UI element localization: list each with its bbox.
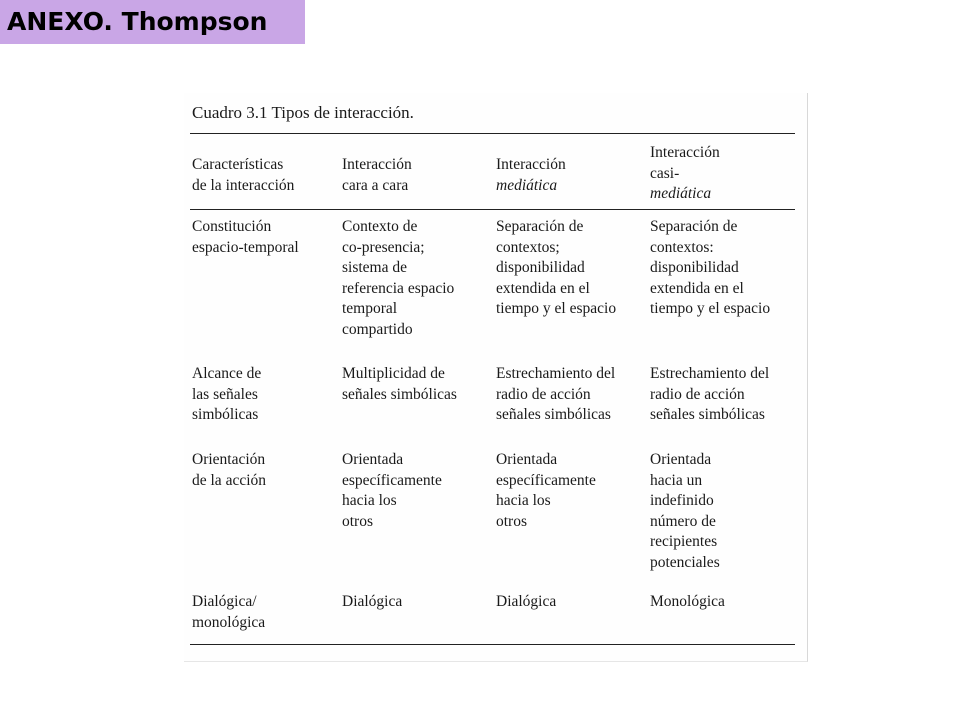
row-label-orientation bbox=[192, 450, 266, 491]
header-line: cara a cara bbox=[342, 176, 409, 194]
cell-line: Dialógica bbox=[342, 593, 403, 610]
cell-line: tiempo y el espacio bbox=[650, 300, 771, 317]
cell-line: contextos; bbox=[496, 238, 560, 256]
table-cell bbox=[342, 450, 442, 532]
cell-line: las señales bbox=[192, 385, 258, 403]
cell-line: Multiplicidad de bbox=[342, 365, 445, 382]
table-cell bbox=[342, 364, 457, 405]
table-cell bbox=[496, 364, 615, 426]
cell-line: disponibilidad bbox=[496, 259, 585, 276]
header-line: Características bbox=[192, 156, 284, 173]
cell-line: monológica bbox=[192, 613, 266, 631]
header-line: Interacción bbox=[496, 156, 566, 173]
slide-title: ANEXO. Thompson bbox=[0, 0, 305, 44]
cell-line: Contexto de bbox=[342, 218, 418, 235]
cell-line: indefinido bbox=[650, 492, 714, 509]
cell-line: contextos: bbox=[650, 238, 714, 256]
cell-line: extendida en el bbox=[496, 279, 590, 297]
cell-line: co-presencia; bbox=[342, 238, 425, 256]
cell-line: señales simbólicas bbox=[342, 385, 457, 403]
table-cell bbox=[650, 364, 769, 426]
cell-line: otros bbox=[496, 512, 527, 530]
cell-line: Alcance de bbox=[192, 365, 262, 382]
header-line: de la interacción bbox=[192, 176, 295, 194]
table-cell bbox=[342, 217, 454, 340]
row-label-dialogic bbox=[192, 592, 265, 633]
cell-line: Estrechamiento del bbox=[650, 365, 770, 382]
table-cell bbox=[496, 450, 596, 532]
cell-line: espacio-temporal bbox=[192, 238, 299, 256]
header-mediated bbox=[496, 155, 566, 196]
cell-line: Dialógica bbox=[496, 593, 557, 610]
header-rule bbox=[190, 209, 795, 210]
header-face-to-face bbox=[342, 155, 412, 196]
header-line: mediática bbox=[496, 176, 558, 194]
cell-line: Orientada bbox=[342, 451, 404, 468]
table-cell bbox=[342, 592, 402, 613]
cell-line: Monológica bbox=[650, 593, 725, 610]
cell-line: otros bbox=[342, 512, 373, 530]
cell-line: disponibilidad bbox=[650, 259, 739, 276]
cell-line: hacia los bbox=[496, 492, 551, 509]
header-characteristics bbox=[192, 155, 294, 196]
table-caption: Cuadro 3.1 Tipos de interacción. bbox=[192, 103, 414, 122]
cell-line: Separación de bbox=[496, 218, 584, 235]
header-line: Interacción bbox=[650, 144, 720, 161]
cell-line: específicamente bbox=[342, 471, 442, 489]
header-line: mediática bbox=[650, 185, 712, 202]
cell-line: referencia espacio bbox=[342, 279, 455, 297]
cell-line: señales simbólicas bbox=[496, 406, 611, 423]
row-label-constitution bbox=[192, 217, 299, 258]
header-line: Interacción bbox=[342, 156, 412, 173]
table-cell bbox=[650, 592, 725, 613]
cell-line: extendida en el bbox=[650, 279, 744, 297]
cell-line: de la acción bbox=[192, 471, 267, 489]
row-label-scope bbox=[192, 364, 261, 426]
cell-line: radio de acción bbox=[650, 385, 745, 403]
table-cell bbox=[650, 217, 770, 320]
cell-line: Orientada bbox=[650, 451, 712, 468]
cell-line: recipientes bbox=[650, 533, 718, 550]
cell-line: Separación de bbox=[650, 218, 738, 235]
bottom-rule bbox=[190, 644, 795, 645]
cell-line: temporal bbox=[342, 300, 398, 317]
cell-line: señales simbólicas bbox=[650, 406, 765, 423]
table-cell bbox=[650, 450, 720, 573]
cell-line: hacia un bbox=[650, 471, 703, 489]
cell-line: compartido bbox=[342, 320, 413, 338]
cell-line: Dialógica/ bbox=[192, 593, 257, 610]
header-quasi-mediated bbox=[650, 143, 720, 205]
header-line: casi- bbox=[650, 164, 680, 182]
cell-line: simbólicas bbox=[192, 406, 259, 423]
cell-line: Estrechamiento del bbox=[496, 365, 616, 382]
cell-line: Orientación bbox=[192, 451, 266, 468]
cell-line: específicamente bbox=[496, 471, 596, 489]
cell-line: número de bbox=[650, 512, 716, 530]
cell-line: Constitución bbox=[192, 218, 272, 235]
cell-line: tiempo y el espacio bbox=[496, 300, 617, 317]
cell-line: potenciales bbox=[650, 553, 720, 571]
scanned-table-image bbox=[184, 93, 808, 662]
top-rule bbox=[190, 133, 795, 134]
table-cell bbox=[496, 217, 616, 320]
table-cell bbox=[496, 592, 556, 613]
cell-line: hacia los bbox=[342, 492, 397, 509]
cell-line: sistema de bbox=[342, 259, 407, 276]
cell-line: Orientada bbox=[496, 451, 558, 468]
cell-line: radio de acción bbox=[496, 385, 591, 403]
